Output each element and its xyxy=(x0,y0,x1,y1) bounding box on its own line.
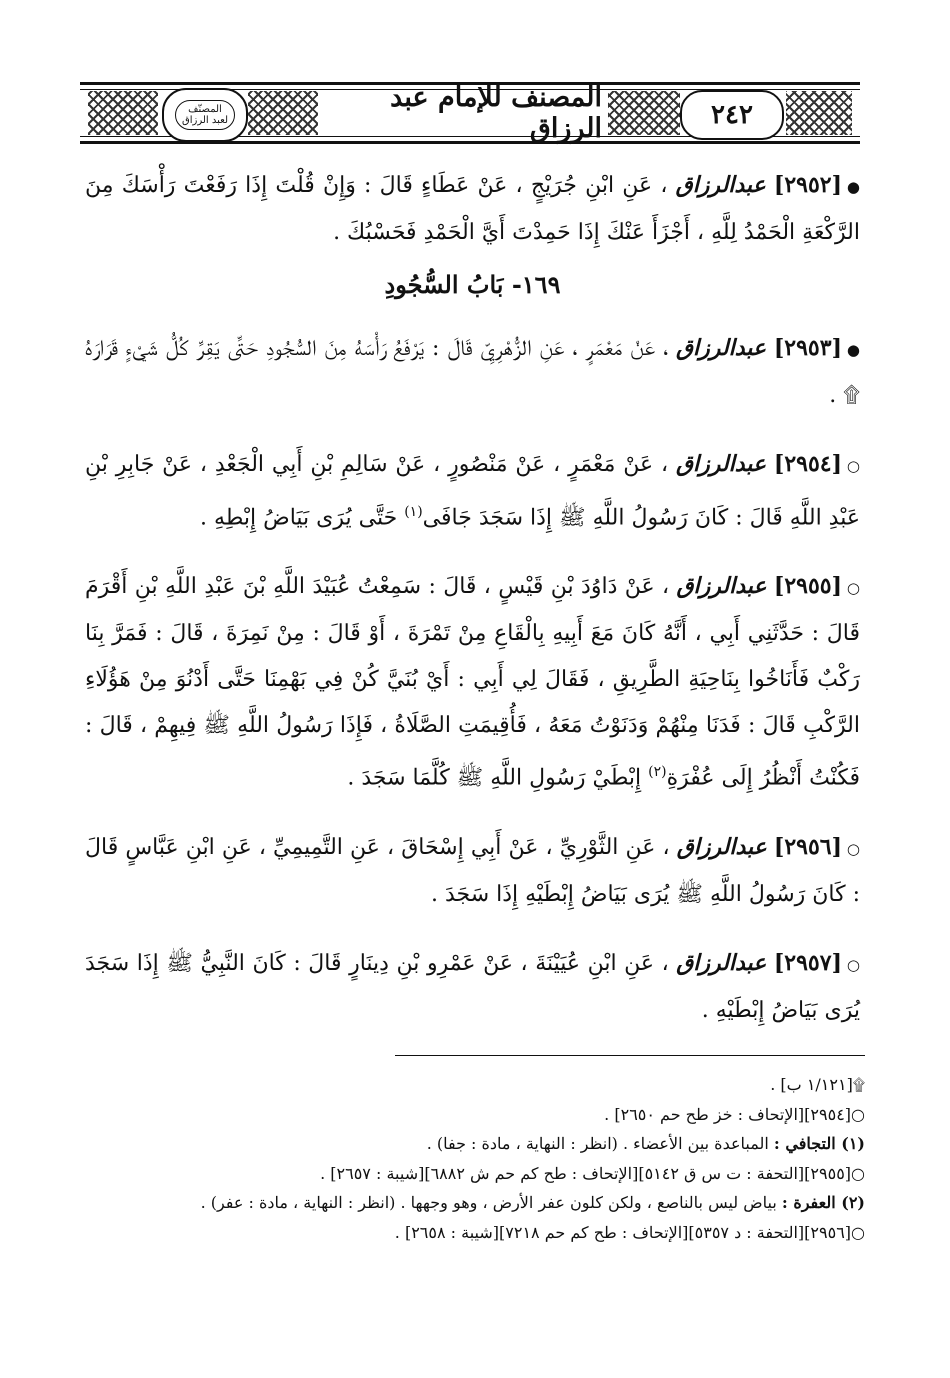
footnote-line xyxy=(85,1159,865,1189)
ornament-pattern xyxy=(248,91,318,135)
seal-line: المصنّف xyxy=(188,104,222,115)
footnote-line xyxy=(85,1188,865,1218)
hadith-number: [٢٩٥٣] xyxy=(773,335,842,361)
footnote-gloss: (١) التجافي : xyxy=(773,1134,865,1153)
hadith-number: [٢٩٥٦] xyxy=(773,833,843,860)
ornament-pattern xyxy=(608,91,680,135)
footnote-text: بياض ليس بالناصع ، ولكن كلون عفر الأرض ، وهو وجهها . (انظر : النهاية ، مادة : عفر) . xyxy=(200,1193,782,1212)
hadith-author: عبدالرزاق xyxy=(676,573,767,600)
hollow-circle-icon: ○ xyxy=(851,1222,865,1242)
hadith-entry-2956 xyxy=(85,824,860,918)
hollow-circle-icon: ○ xyxy=(851,1163,865,1183)
footnote-divider xyxy=(395,1055,865,1056)
hadith-text-continued: إِبْطَيْ رَسُولِ اللَّهِ ﷺ كُلَّمَا سَجَدَ . xyxy=(347,765,649,791)
footnote-text: المباعدة بين الأعضاء . (انظر : النهاية ، مادة : جفا) . xyxy=(426,1134,774,1153)
seal-line: لعبد الرزاق xyxy=(181,115,229,126)
hadith-text-continued: حَتَّى يُرَى بَيَاضُ إِبْطِهِ . xyxy=(200,505,405,531)
hadith-entry-2955 xyxy=(85,563,860,801)
ornament-pattern xyxy=(786,91,852,135)
footnote-gloss: (٢) العفرة : xyxy=(781,1193,865,1212)
footnotes xyxy=(85,1070,865,1247)
footnote-line xyxy=(85,1129,865,1159)
hadith-number: [٢٩٥٥] xyxy=(773,573,843,600)
hadith-text: ، عَنْ دَاوُدَ بْنِ قَيْسٍ ، قَالَ : سَمِعْتُ عُبَيْدَ اللَّهِ بْنَ عَبْدِ اللَّهِ بْنِ أَقْرَمَ قَالَ : حَدَّثَنِي أَبِي ، أَنَّهُ كَانَ مَعَ أَبِيهِ بِالْقَاعِ مِنْ تَمْرَةَ ، أَوْ قَالَ : مِنْ نَمِرَةَ ، قَالَ : فَمَرَّ بِنَا رَكْبٌ فَأَنَاخُوا بِنَاحِيَةِ الطَّرِيقِ ، فَقَالَ لِي أَبِي : أَيْ بُنَيَّ كُنْ فِي بَهْمِنَا حَتَّى أَدْنُوَ مِنْ هَؤُلَاءِ الرَّكْبِ قَالَ : فَدَنَا مِنْهُمْ وَدَنَوْتُ مَعَهُ ، فَأُقِيمَتِ الصَّلَاةُ ، فَإِذَا رَسُولُ اللَّهِ ﷺ فِيهِمْ ، قَالَ : فَكُنْتُ أَنْظُرُ إِلَى عُفْرَةِ xyxy=(85,574,860,791)
hadith-author: عبدالرزاق xyxy=(676,833,767,860)
page-number: ٢٤٢ xyxy=(680,90,784,140)
footnote-ref: (٢) xyxy=(648,764,667,781)
hollow-circle-icon: ○ xyxy=(846,955,860,974)
hadith-entry-2952 xyxy=(85,162,860,256)
hollow-circle-icon: ○ xyxy=(851,1104,865,1124)
hadith-text: ، عَنِ ابْنِ جُرَيْجٍ ، عَنْ عَطَاءٍ قَالَ : وَإِنْ قُلْتَ إِذَا رَفَعْتَ رَأْسَكَ مِنَ الرَّكْعَةِ الْحَمْدُ لِلَّهِ ، أَجْزَأَ عَنْكَ إِذَا حَمِدْتَ أَيَّ الْحَمْدِ فَحَسْبُكَ . xyxy=(85,173,860,245)
hadith-text: ، عَنِ الثَّوْرِيِّ ، عَنْ أَبِي إِسْحَاقَ ، عَنِ التَّمِيمِيِّ ، عَنِ ابْنِ عَبَّاسٍ قَالَ : كَانَ رَسُولُ اللَّهِ ﷺ يُرَى بَيَاضُ إِبْطَيْهِ إِذَا سَجَدَ . xyxy=(85,834,860,907)
hadith-number: [٢٩٥٤] xyxy=(773,451,843,477)
hadith-entry-2957 xyxy=(85,940,860,1034)
filled-circle-icon: ● xyxy=(846,341,860,359)
main-text xyxy=(85,162,860,1048)
hollow-circle-icon: ○ xyxy=(846,579,861,598)
footnote-text: [٢٩٥٦][التحفة : د ٥٣٥٧][الإتحاف : طح كم حم ٧٢١٨][شيبة : ٢٦٥٨] . xyxy=(394,1222,852,1242)
hadith-author: عبدالرزاق xyxy=(675,335,767,361)
hadith-text: ، عَنِ ابْنِ عُيَيْنَةَ ، عَنْ عَمْرِو بْنِ دِينَارٍ قَالَ : كَانَ النَّبِيُّ ﷺ إِذَا سَجَدَ يُرَى بَيَاضُ إِبْطَيْهِ . xyxy=(85,950,860,1023)
hadith-number: [٢٩٥٧] xyxy=(773,949,842,976)
footnote-text: [١/١٢١ ب] . xyxy=(770,1075,853,1094)
footnote-text: [٢٩٥٤][الإتحاف : خز طح حم ٢٦٥٠] . xyxy=(604,1104,852,1124)
hollow-circle-icon: ○ xyxy=(846,457,861,475)
hadith-entry-2954 xyxy=(85,441,860,541)
hadith-entry-2953 xyxy=(85,325,860,419)
hadith-author: عبدالرزاق xyxy=(675,451,767,477)
hadith-text: ، عَنْ مَعْمَرٍ ، عَنْ مَنْصُورٍ ، عَنْ سَالِمِ بْنِ أَبِي الْجَعْدِ ، عَنْ جَابِرِ بْنِ عَبْدِ اللَّهِ قَالَ : كَانَ رَسُولُ اللَّهِ ﷺ إِذَا سَجَدَ جَافَى xyxy=(85,452,860,531)
hadith-number: [٢٩٥٢] xyxy=(773,172,843,198)
filled-circle-icon: ● xyxy=(846,178,861,196)
chapter-title: ١٦٩- بَابُ السُّجُودِ xyxy=(384,270,561,299)
footnote-line xyxy=(85,1218,865,1248)
book-seal-logo xyxy=(162,88,248,142)
footnote-ref: (١) xyxy=(404,504,423,520)
footnote-line xyxy=(85,1070,865,1100)
hadith-text: ، عَنْ مَعْمَرٍ ، عَنِ الزُّهْرِيِّ قَالَ : يَرْفَعُ رَأْسَهُ مِنَ السُّجُودِ حَتَّى يَقِرَّ كُلُّ شَيْءٍ قَرَارَهُ ۩ . xyxy=(85,336,860,408)
hadith-author: عبدالرزاق xyxy=(676,949,767,976)
ornament-pattern xyxy=(88,91,158,135)
sajda-mark-icon: ۩ xyxy=(852,1075,865,1094)
footnote-text: [٢٩٥٥][التحفة : ت س ق ٥١٤٢][الإتحاف : طح كم حم ش ٦٨٨٢][شيبة : ٢٦٥٧] . xyxy=(320,1163,852,1183)
hollow-circle-icon: ○ xyxy=(846,839,861,858)
hadith-author: عبدالرزاق xyxy=(675,172,766,198)
page-header xyxy=(80,82,860,144)
running-title: المصنف للإمام عبد الرزاق xyxy=(322,90,602,136)
footnote-line xyxy=(85,1100,865,1130)
